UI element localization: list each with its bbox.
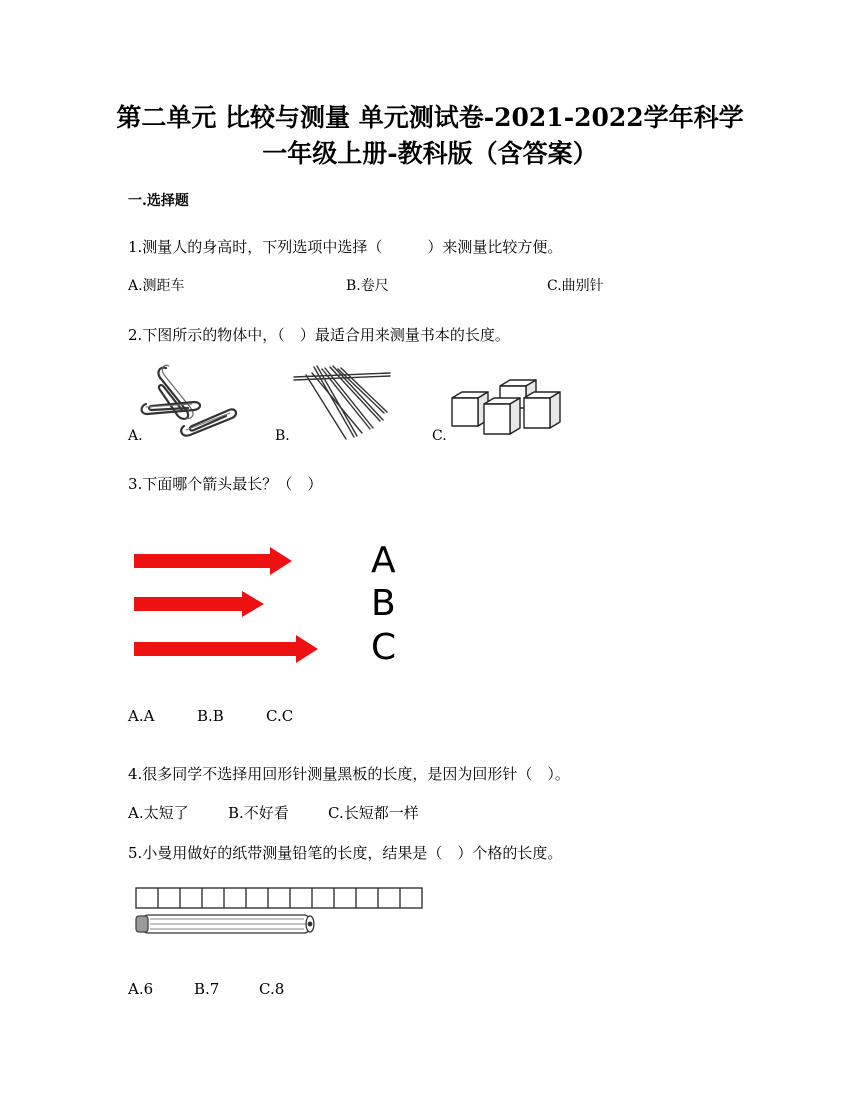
q3-option-c: C.C — [266, 707, 294, 725]
q5-option-c: C.8 — [259, 980, 285, 998]
question-2: 2.下图所示的物体中，（ ）最适合用来测量书本的长度。 — [128, 326, 510, 344]
q2-option-a: A. — [128, 428, 143, 444]
section-heading: 一.选择题 — [128, 193, 189, 209]
sticks-icon — [292, 363, 392, 443]
arrow-label-c: C — [371, 627, 397, 668]
cubes-icon — [450, 380, 562, 438]
q2-option-b: B. — [275, 428, 290, 444]
arrow-c — [134, 635, 318, 663]
arrow-label-a: A — [371, 540, 396, 581]
question-4: 4.很多同学不选择用回形针测量黑板的长度，是因为回形针（ ）。 — [128, 765, 570, 783]
paper-strip — [136, 888, 422, 908]
paperclip-icon — [138, 360, 243, 440]
paper-strip-pencil-figure — [134, 886, 426, 938]
q3-option-a: A.A — [128, 707, 155, 725]
arrow-label-b: B — [371, 583, 396, 624]
q2-option-c: C. — [432, 428, 447, 444]
arrow-a — [134, 547, 292, 575]
pencil — [136, 915, 314, 933]
q5-option-a: A.6 — [128, 980, 154, 998]
doc-title-line1: 第二单元 比较与测量 单元测试卷-2021-2022学年科学 — [116, 103, 744, 132]
q5-option-b: B.7 — [194, 980, 220, 998]
q3-option-b: B.B — [197, 707, 224, 725]
q1-option-b: B.卷尺 — [346, 278, 389, 294]
q4-option-a: A.太短了 — [128, 804, 189, 822]
arrow-b — [134, 591, 264, 617]
q4-option-c: C.长短都一样 — [328, 804, 419, 822]
question-5: 5.小曼用做好的纸带测量铅笔的长度，结果是（ ）个格的长度。 — [128, 844, 563, 862]
question-1: 1.测量人的身高时，下列选项中选择（ ）来测量比较方便。 — [128, 238, 563, 256]
question-3: 3.下面哪个箭头最长？（ ） — [128, 475, 323, 493]
doc-title-line2: 一年级上册-教科版（含答案） — [262, 139, 598, 168]
q1-option-c: C.曲别针 — [547, 278, 604, 294]
q1-option-a: A.测距车 — [128, 278, 185, 294]
q4-option-b: B.不好看 — [228, 804, 289, 822]
